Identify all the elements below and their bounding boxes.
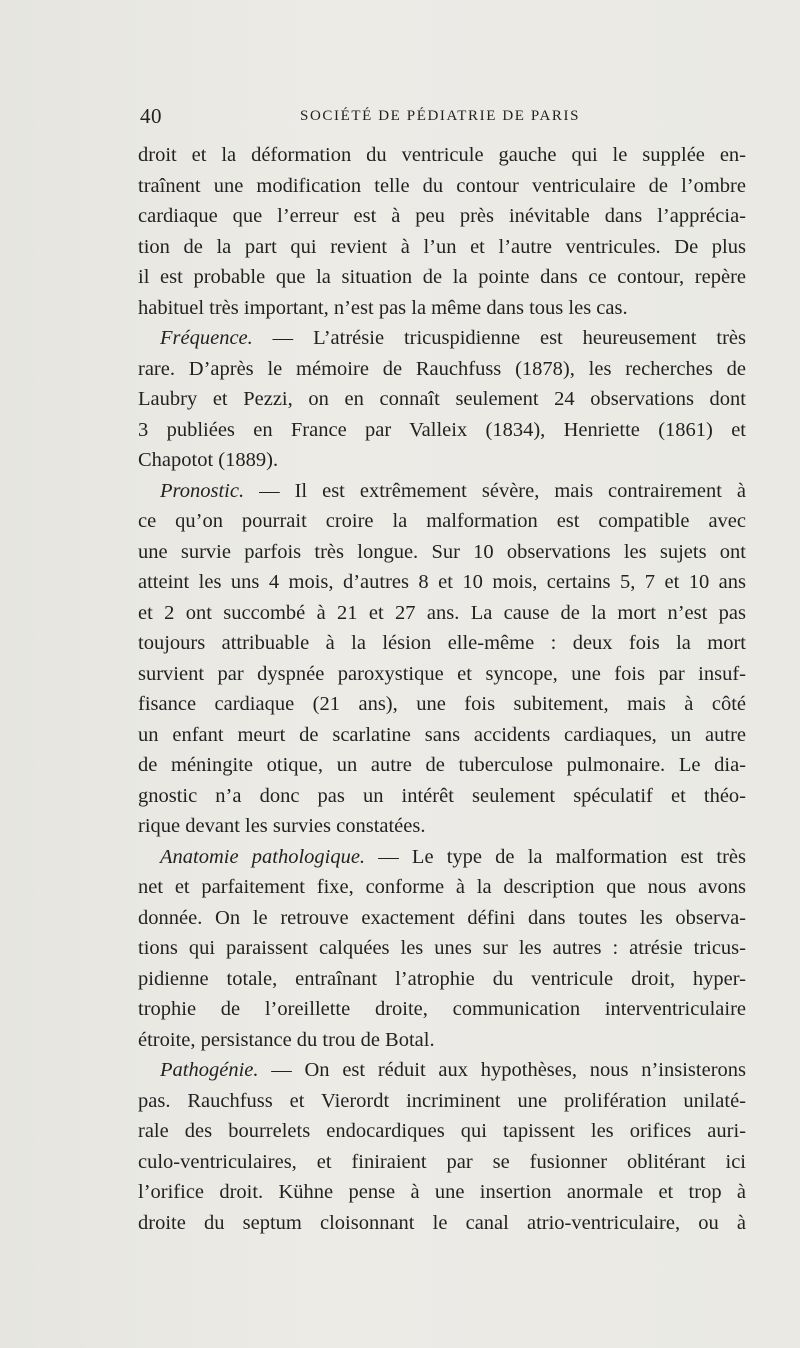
- line-text: tions qui paraissent calquées les unes sur les autres : atrésie tricus-: [138, 937, 746, 959]
- line-text: net et parfaitement fixe, conforme à la description que nous avons: [138, 876, 746, 898]
- text-line: [138, 1208, 746, 1239]
- line-text: droit et la déformation du ventricule gauche qui le supplée en-: [138, 144, 746, 166]
- text-line: [138, 750, 746, 781]
- text-line: [138, 1025, 746, 1056]
- line-text: habituel très important, n’est pas la même dans tous les cas.: [138, 296, 628, 319]
- section-heading: Pronostic.: [160, 479, 245, 502]
- text-line: [138, 262, 746, 293]
- text-line: [138, 781, 746, 812]
- line-text: de méningite otique, un autre de tuberculose pulmonaire. Le dia-: [138, 754, 746, 776]
- line-text: gnostic n’a donc pas un intérêt seulement spéculatif et théo-: [138, 784, 746, 807]
- line-text: étroite, persistance du trou de Botal.: [138, 1028, 435, 1051]
- line-text: traînent une modification telle du contour ventriculaire de l’ombre: [138, 174, 746, 197]
- text-line: [138, 720, 746, 751]
- line-text: un enfant meurt de scarlatine sans accidents cardiaques, un autre: [138, 723, 746, 746]
- text-line: [138, 476, 746, 507]
- text-line: [138, 1147, 746, 1178]
- line-text: — On est réduit aux hypothèses, nous n’insisterons: [258, 1059, 746, 1081]
- text-line: [138, 964, 746, 995]
- text-line: [138, 140, 746, 171]
- line-text: — Il est extrêmement sévère, mais contrairement à: [244, 479, 746, 502]
- line-text: pidienne totale, entraînant l’atrophie du ventricule droit, hyper-: [138, 967, 746, 990]
- line-text: atteint les uns 4 mois, d’autres 8 et 10 mois, certains 5, 7 et 10 ans: [138, 571, 746, 593]
- text-line: [138, 384, 746, 415]
- text-line: [138, 567, 746, 598]
- line-text: tion de la part qui revient à l’un et l’autre ventricules. De plus: [138, 235, 746, 258]
- line-text: une survie parfois très longue. Sur 10 observations les sujets ont: [138, 540, 746, 563]
- text-line: [138, 323, 746, 354]
- text-line: [138, 872, 746, 903]
- line-text: rique devant les survies constatées.: [138, 815, 426, 837]
- text-line: [138, 354, 746, 385]
- text-line: [138, 1055, 746, 1086]
- section-heading: Anatomie pathologique.: [160, 845, 366, 868]
- text-line: [138, 415, 746, 446]
- section-heading: Pathogénie.: [160, 1059, 259, 1081]
- text-line: [138, 445, 746, 476]
- line-text: droite du septum cloisonnant le canal atrio-ventriculaire, ou à: [138, 1211, 746, 1234]
- text-line: [138, 842, 746, 873]
- line-text: fisance cardiaque (21 ans), une fois subitement, mais à côté: [138, 693, 746, 715]
- line-text: culo-ventriculaires, et finiraient par se fusionner oblitérant ici: [138, 1150, 746, 1173]
- text-line: [138, 293, 746, 324]
- line-text: donnée. On le retrouve exactement défini dans toutes les observa-: [138, 906, 746, 929]
- text-line: [138, 232, 746, 263]
- line-text: survient par dyspnée paroxystique et syncope, une fois par insuf-: [138, 662, 746, 685]
- line-text: il est probable que la situation de la pointe dans ce contour, repère: [138, 266, 746, 288]
- page-header: [138, 104, 738, 132]
- line-text: toujours attribuable à la lésion elle-même : deux fois la mort: [138, 632, 746, 654]
- line-text: l’orifice droit. Kühne pense à une insertion anormale et trop à: [138, 1181, 746, 1203]
- line-text: Chapotot (1889).: [138, 449, 279, 471]
- text-line: [138, 933, 746, 964]
- text-line: [138, 811, 746, 842]
- text-line: [138, 537, 746, 568]
- text-line: [138, 903, 746, 934]
- page-number: 40: [140, 104, 162, 128]
- body-text: [138, 140, 746, 1238]
- line-text: rare. D’après le mémoire de Rauchfuss (1878), les recherches de: [138, 357, 746, 380]
- line-text: cardiaque que l’erreur est à peu près inévitable dans l’apprécia-: [138, 205, 746, 227]
- line-text: 3 publiées en France par Valleix (1834), Henriette (1861) et: [138, 418, 746, 441]
- text-line: [138, 1177, 746, 1208]
- line-text: Laubry et Pezzi, on en connaît seulement 24 observations dont: [138, 388, 746, 410]
- text-line: [138, 171, 746, 202]
- line-text: et 2 ont succombé à 21 et 27 ans. La cause de la mort n’est pas: [138, 601, 746, 624]
- text-line: [138, 598, 746, 629]
- text-line: [138, 689, 746, 720]
- section-heading: Fréquence.: [160, 327, 253, 349]
- text-line: [138, 1086, 746, 1117]
- text-line: [138, 659, 746, 690]
- text-line: [138, 506, 746, 537]
- running-head: SOCIÉTÉ DE PÉDIATRIE DE PARIS: [300, 108, 581, 124]
- line-text: — Le type de la malformation est très: [365, 845, 746, 868]
- line-text: — L’atrésie tricuspidienne est heureusement très: [252, 327, 746, 349]
- text-line: [138, 201, 746, 232]
- line-text: rale des bourrelets endocardiques qui tapissent les orifices auri-: [138, 1120, 746, 1142]
- text-line: [138, 628, 746, 659]
- line-text: pas. Rauchfuss et Vierordt incriminent une prolifération unilaté-: [138, 1089, 746, 1112]
- text-line: [138, 994, 746, 1025]
- line-text: trophie de l’oreillette droite, communication interventriculaire: [138, 998, 746, 1020]
- text-line: [138, 1116, 746, 1147]
- line-text: ce qu’on pourrait croire la malformation est compatible avec: [138, 510, 746, 532]
